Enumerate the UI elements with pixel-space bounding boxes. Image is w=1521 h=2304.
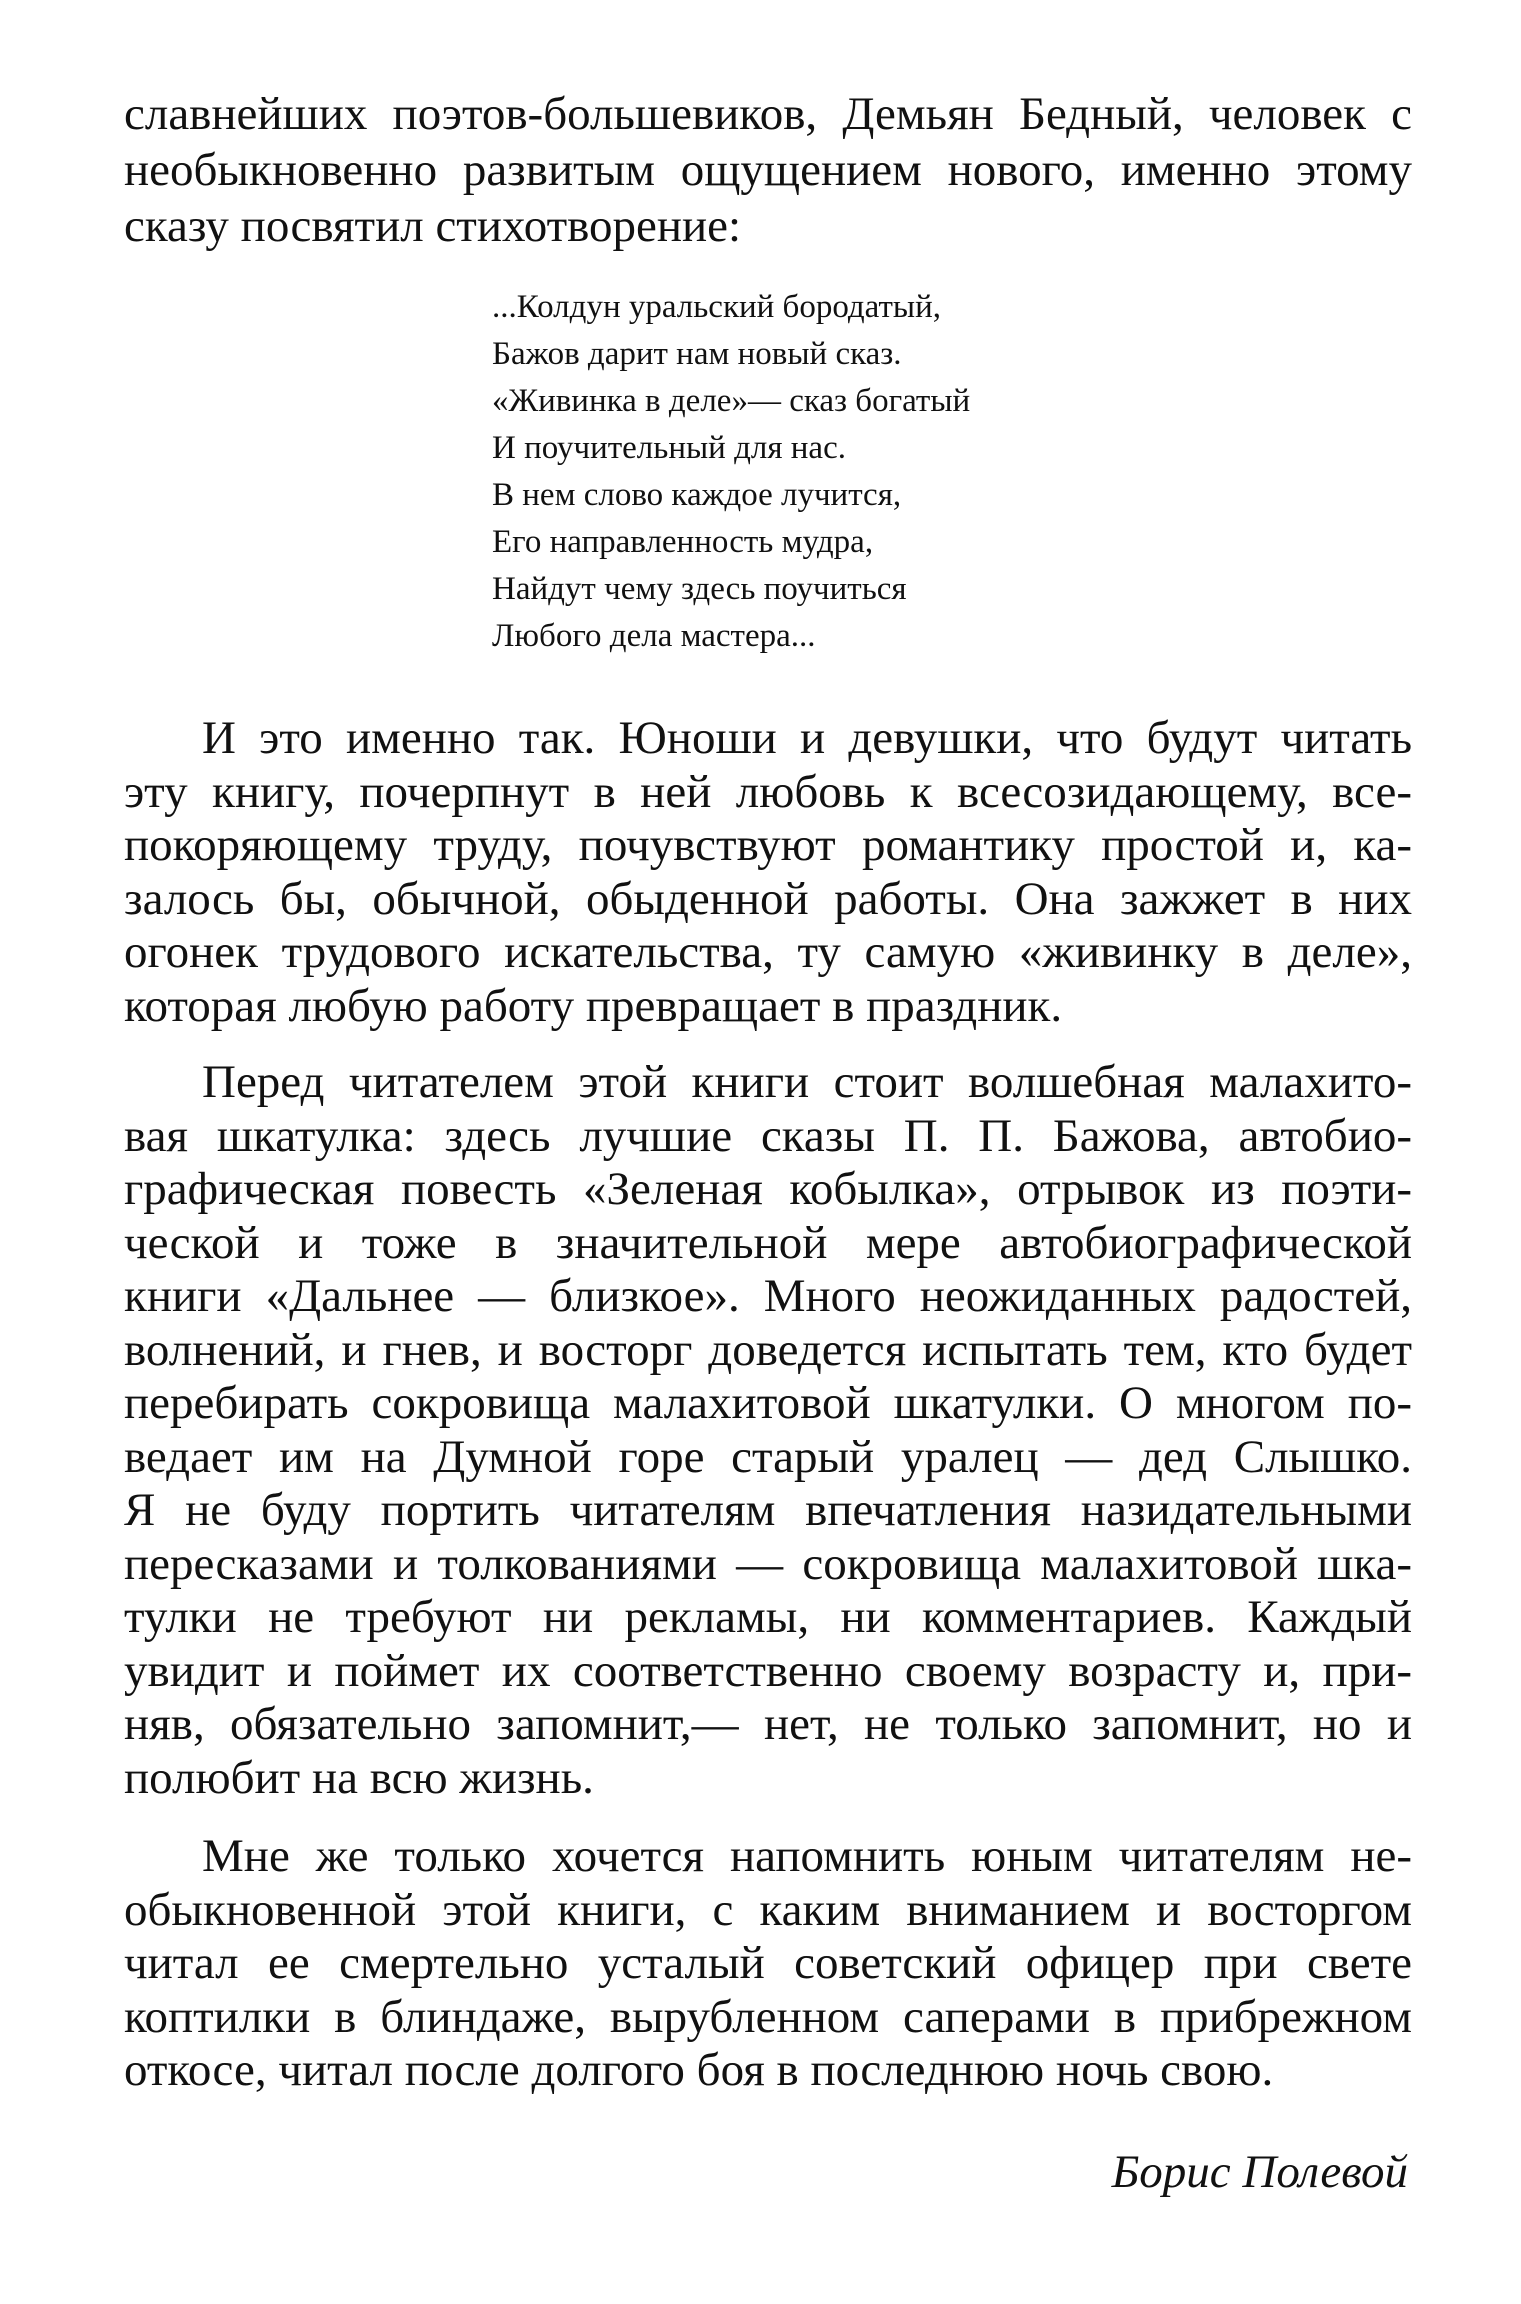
poem-line: В нем слово каждое лучится, [492, 477, 902, 513]
text-line: книги «Дальнее — близкое». Много неожиданных радостей, [124, 1270, 1412, 1322]
text-line: сказу посвятил стихотворение: [124, 200, 742, 252]
text-line: тулки не требуют ни рекламы, ни комментариев. Каждый [124, 1591, 1412, 1643]
text-line: графическая повесть «Зеленая кобылка», отрывок из поэти- [124, 1163, 1412, 1215]
poem-line: И поучительный для нас. [492, 430, 846, 466]
text-line: перебирать сокровища малахитовой шкатулки. О многом по- [124, 1377, 1412, 1429]
book-page [124, 86, 1412, 2200]
text-line: Я не буду портить читателям впечатления назидательными [124, 1484, 1412, 1536]
text-line: откосе, читал после долгого боя в последнюю ночь свою. [124, 2044, 1274, 2096]
poem-line: Бажов дарит нам новый сказ. [492, 336, 902, 372]
text-line: эту книгу, почерпнут в ней любовь к всесозидающему, все- [124, 765, 1412, 818]
text-line: вая шкатулка: здесь лучшие сказы П. П. Бажова, автобио- [124, 1109, 1412, 1162]
text-line: Мне же только хочется напомнить юным читателям не- [202, 1830, 1412, 1882]
text-line: Перед читателем этой книги стоит волшебная малахито- [202, 1056, 1412, 1108]
text-line: которая любую работу превращает в праздник. [124, 979, 1063, 1032]
text-line: пересказами и толкованиями — сокровища малахитовой шка- [124, 1537, 1412, 1590]
text-line: покоряющему труду, почувствуют романтику простой и, ка- [124, 819, 1412, 871]
intro-paragraph [124, 86, 1412, 254]
poem-line: Любого дела мастера... [492, 618, 816, 654]
poem-line: ...Колдун уральский бородатый, [492, 289, 941, 325]
text-line: волнений, и гнев, и восторг доведется испытать тем, кто будет [124, 1323, 1412, 1376]
body-paragraph [124, 1056, 1412, 1805]
text-line: читал ее смертельно усталый советский офицер при свете [124, 1937, 1412, 1989]
text-line: ведает им на Думной горе старый уралец — дед Слышко. [124, 1430, 1412, 1483]
text-line: няв, обязательно запомнит,— нет, не только запомнит, но и [124, 1698, 1412, 1750]
poem-line: «Живинка в деле»— сказ богатый [492, 383, 971, 419]
text-line: славнейших поэтов-большевиков, Демьян Бедный, человек с [124, 88, 1412, 140]
text-line: необыкновенно развитым ощущением нового, именно этому [124, 144, 1412, 196]
body-paragraph [124, 712, 1412, 1033]
text-line: обыкновенной этой книги, с каким вниманием и восторгом [124, 1883, 1412, 1936]
poem-line: Найдут чему здесь поучиться [492, 571, 907, 607]
poem-quote [492, 284, 1412, 660]
text-line: увидит и поймет их соответственно своему возрасту и, при- [124, 1644, 1412, 1697]
author-signature: Борис Полевой [1111, 2145, 1408, 2198]
text-line: ческой и тоже в значительной мере автобиографической [124, 1216, 1412, 1269]
text-line: полюбит на всю жизнь. [124, 1751, 594, 1804]
body-paragraph [124, 1830, 1412, 2098]
text-line: И это именно так. Юноши и девушки, что будут читать [202, 712, 1412, 764]
poem-line: Его направленность мудра, [492, 524, 874, 560]
text-line: коптилки в блиндаже, вырубленном саперами в прибрежном [124, 1990, 1412, 2043]
text-line: огонек трудового искательства, ту самую «живинку в деле», [124, 926, 1412, 978]
text-line: залось бы, обычной, обыденной работы. Она зажжет в них [124, 872, 1412, 925]
